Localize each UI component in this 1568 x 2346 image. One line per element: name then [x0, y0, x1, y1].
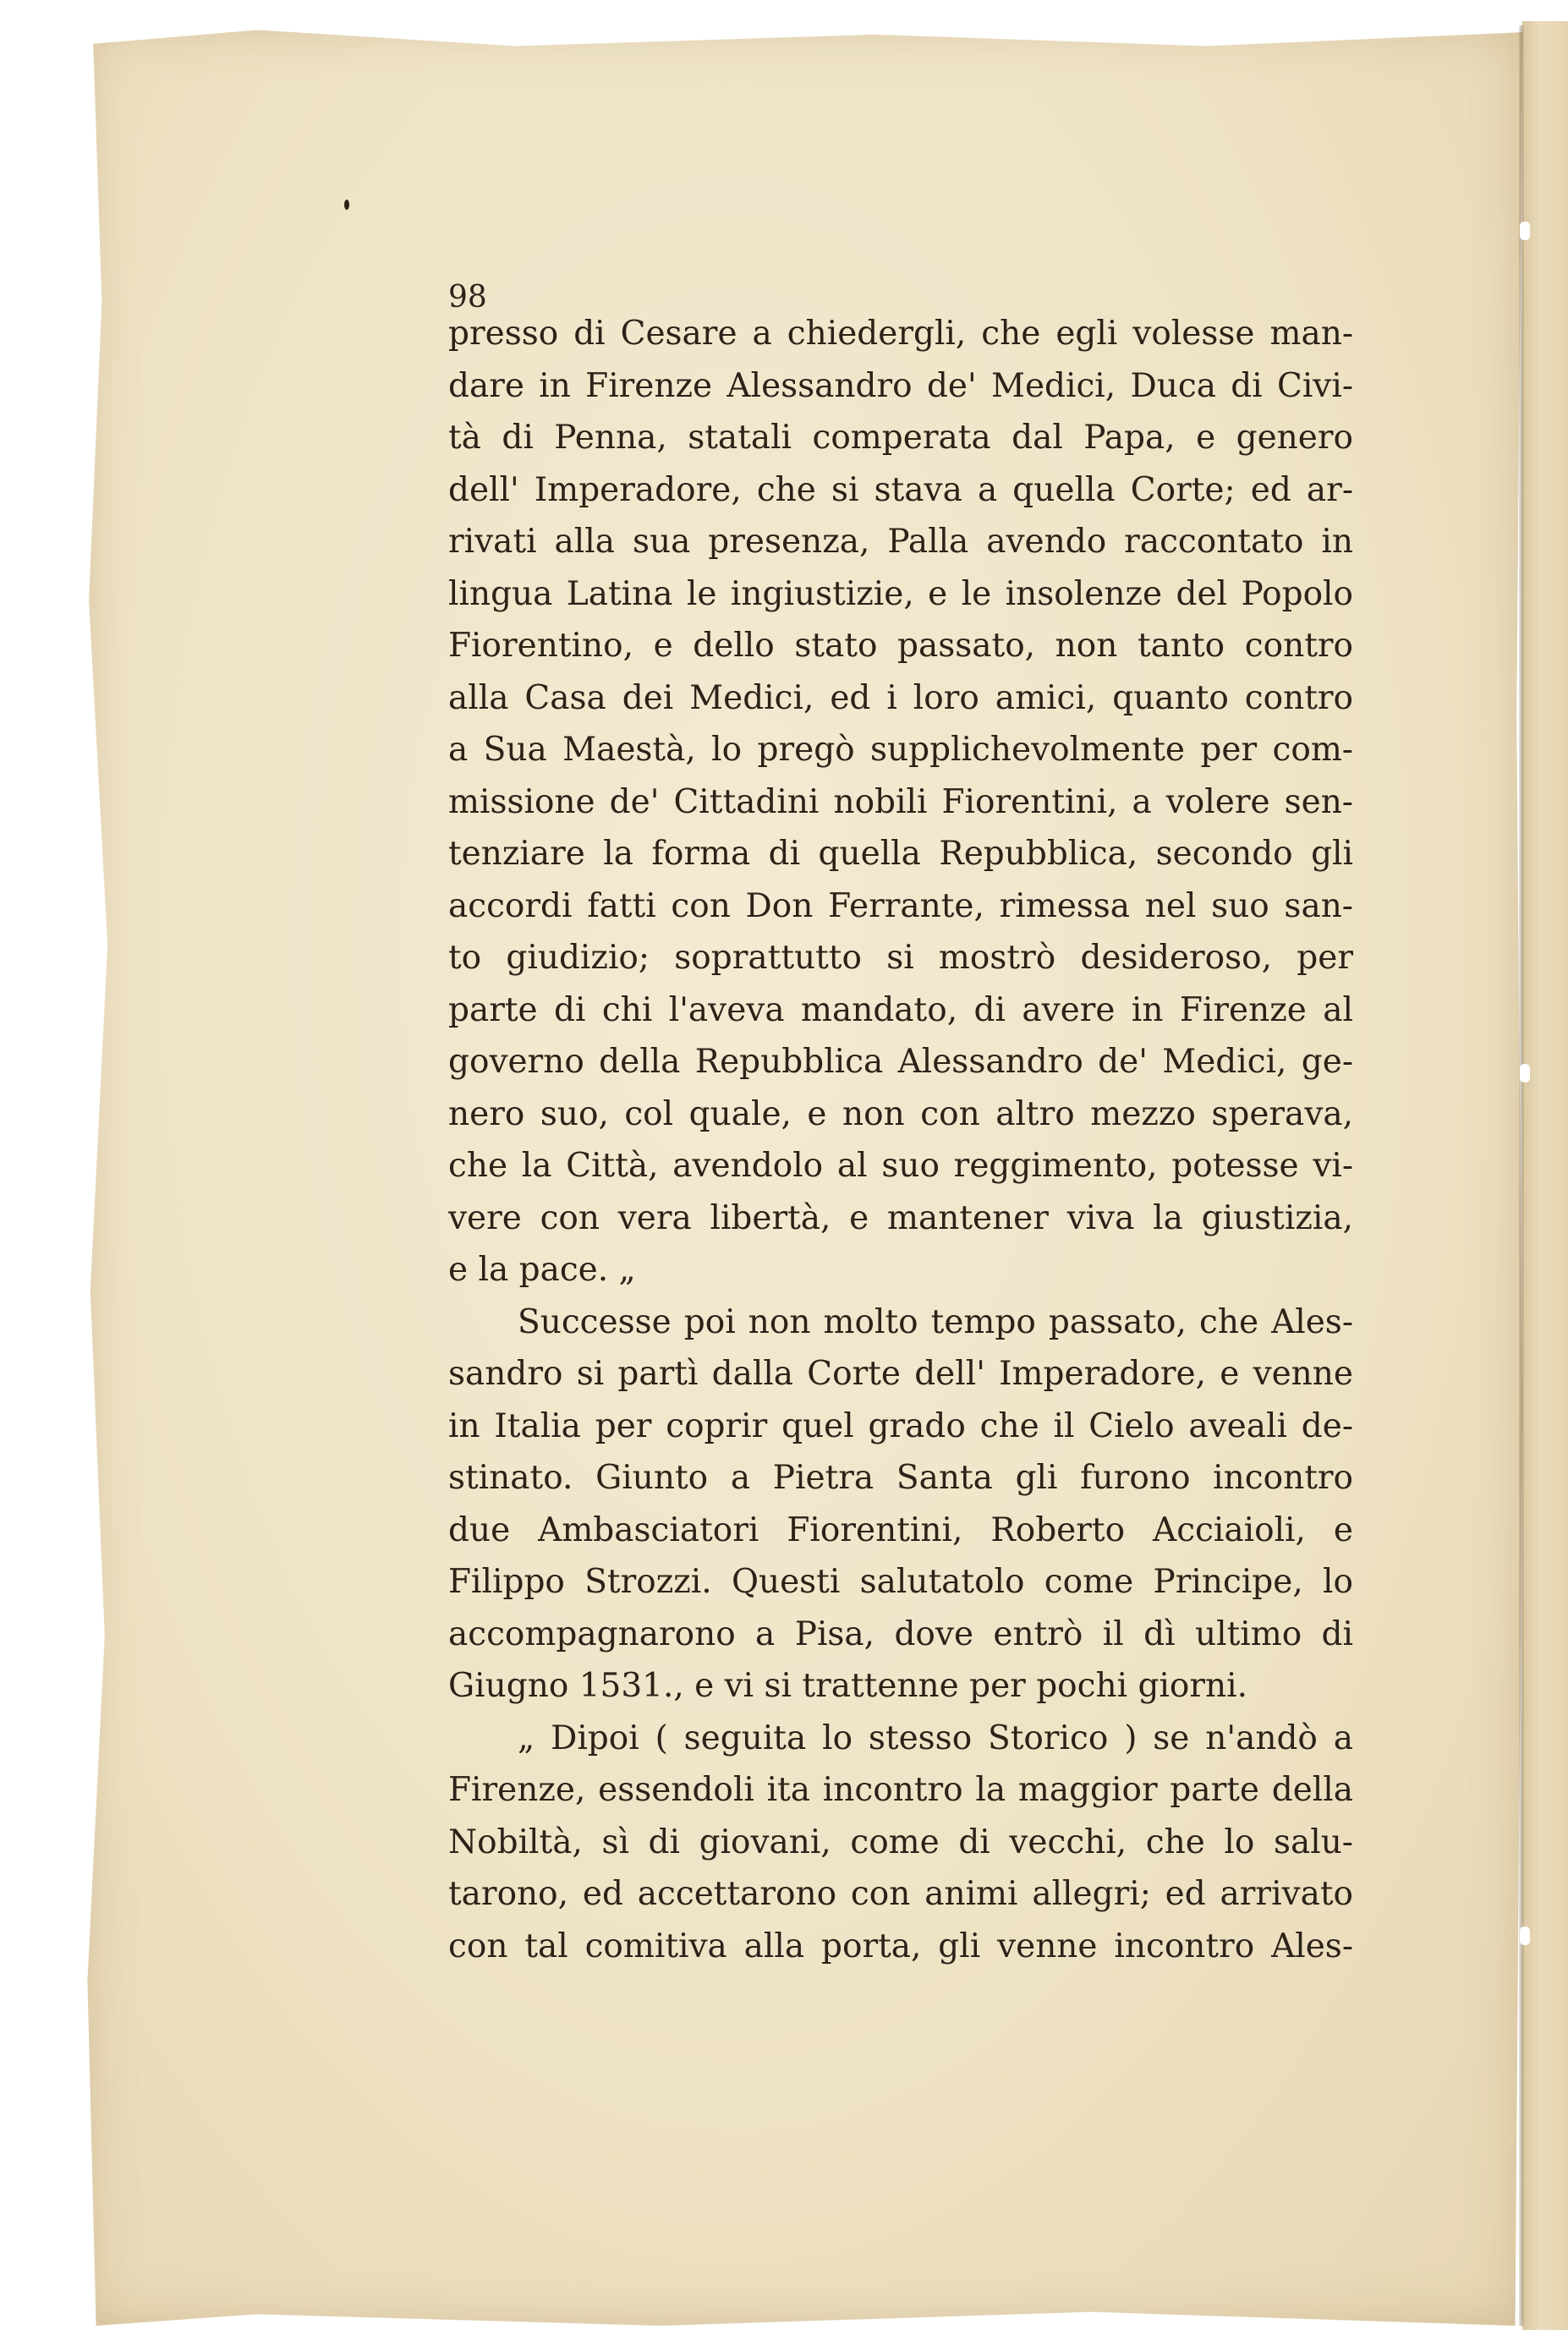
page-number: 98 [448, 280, 487, 315]
text-line: sandro si partì dalla Corte dell' Imperadore, e venne [448, 1355, 1353, 1393]
text-line: vere con vera libertà, e mantener viva la giustizia, [448, 1198, 1353, 1237]
binding-stitch-hole [1520, 1064, 1530, 1083]
text-line: dell' Imperadore, che si stava a quella Corte; ed ar- [448, 470, 1353, 509]
binding-stitch-hole [1520, 222, 1530, 240]
text-line: Giugno 1531., e vi si trattenne per pochi giorni. [448, 1667, 1248, 1705]
text-line: che la Città, avendolo al suo reggimento, potesse vi- [448, 1147, 1353, 1185]
text-line: missione de' Cittadini nobili Fiorentini, a volere sen- [448, 782, 1353, 821]
text-block [448, 279, 1353, 1972]
text-line: a Sua Maestà, lo pregò supplichevolmente per com- [448, 731, 1353, 769]
text-line: nero suo, col quale, e non con altro mezzo sperava, [448, 1094, 1353, 1133]
text-line: Firenze, essendoli ita incontro la maggior parte della [448, 1771, 1353, 1809]
binding-stitch-hole [1520, 1927, 1530, 1945]
text-line: Filippo Strozzi. Questi salutatolo come Principe, lo [448, 1563, 1353, 1601]
text-line: parte di chi l'aveva mandato, di avere in Firenze al [448, 990, 1353, 1029]
text-line: rivati alla sua presenza, Palla avendo raccontato in [448, 523, 1353, 561]
text-line: tarono, ed accettarono con animi allegri; ed arrivato [448, 1875, 1353, 1913]
text-line: accompagnarono a Pisa, dove entrò il dì ultimo di [448, 1614, 1353, 1653]
text-line: lingua Latina le ingiustizie, e le insolenze del Popolo [448, 574, 1353, 613]
text-line: tenziare la forma di quella Repubblica, secondo gli [448, 835, 1353, 873]
text-line: alla Casa dei Medici, ed i loro amici, quanto contro [448, 678, 1353, 717]
text-line: in Italia per coprir quel grado che il Cielo aveali de- [448, 1406, 1353, 1445]
ink-speck [344, 200, 349, 210]
text-line: accordi fatti con Don Ferrante, rimessa nel suo san- [448, 886, 1353, 925]
facing-page-edge [1522, 21, 1568, 2330]
text-line: tà di Penna, statali comperata dal Papa, e genero [448, 419, 1353, 457]
text-line: governo della Repubblica Alessandro de' Medici, ge- [448, 1043, 1353, 1081]
text-line: dare in Firenze Alessandro de' Medici, Duca di Civi- [448, 366, 1353, 405]
text-line: e la pace. „ [448, 1251, 636, 1289]
text-line: con tal comitiva alla porta, gli venne incontro Ales- [448, 1927, 1353, 1965]
binding-fold [1519, 25, 1524, 2326]
text-line: due Ambasciatori Fiorentini, Roberto Acciaioli, e [448, 1510, 1353, 1549]
text-line: to giudizio; soprattutto si mostrò desideroso, per [448, 939, 1353, 977]
text-line: Successe poi non molto tempo passato, che Ales- [518, 1302, 1353, 1341]
text-line: presso di Cesare a chiedergli, che egli volesse man- [448, 315, 1353, 353]
body-text [448, 308, 1353, 1972]
text-line: Nobiltà, sì di giovani, come di vecchi, che lo salu- [448, 1823, 1353, 1861]
text-line: stinato. Giunto a Pietra Santa gli furono incontro [448, 1459, 1353, 1497]
text-line: Fiorentino, e dello stato passato, non tanto contro [448, 627, 1353, 665]
text-line: „ Dipoi ( seguita lo stesso Storico ) se n'andò a [518, 1718, 1353, 1757]
